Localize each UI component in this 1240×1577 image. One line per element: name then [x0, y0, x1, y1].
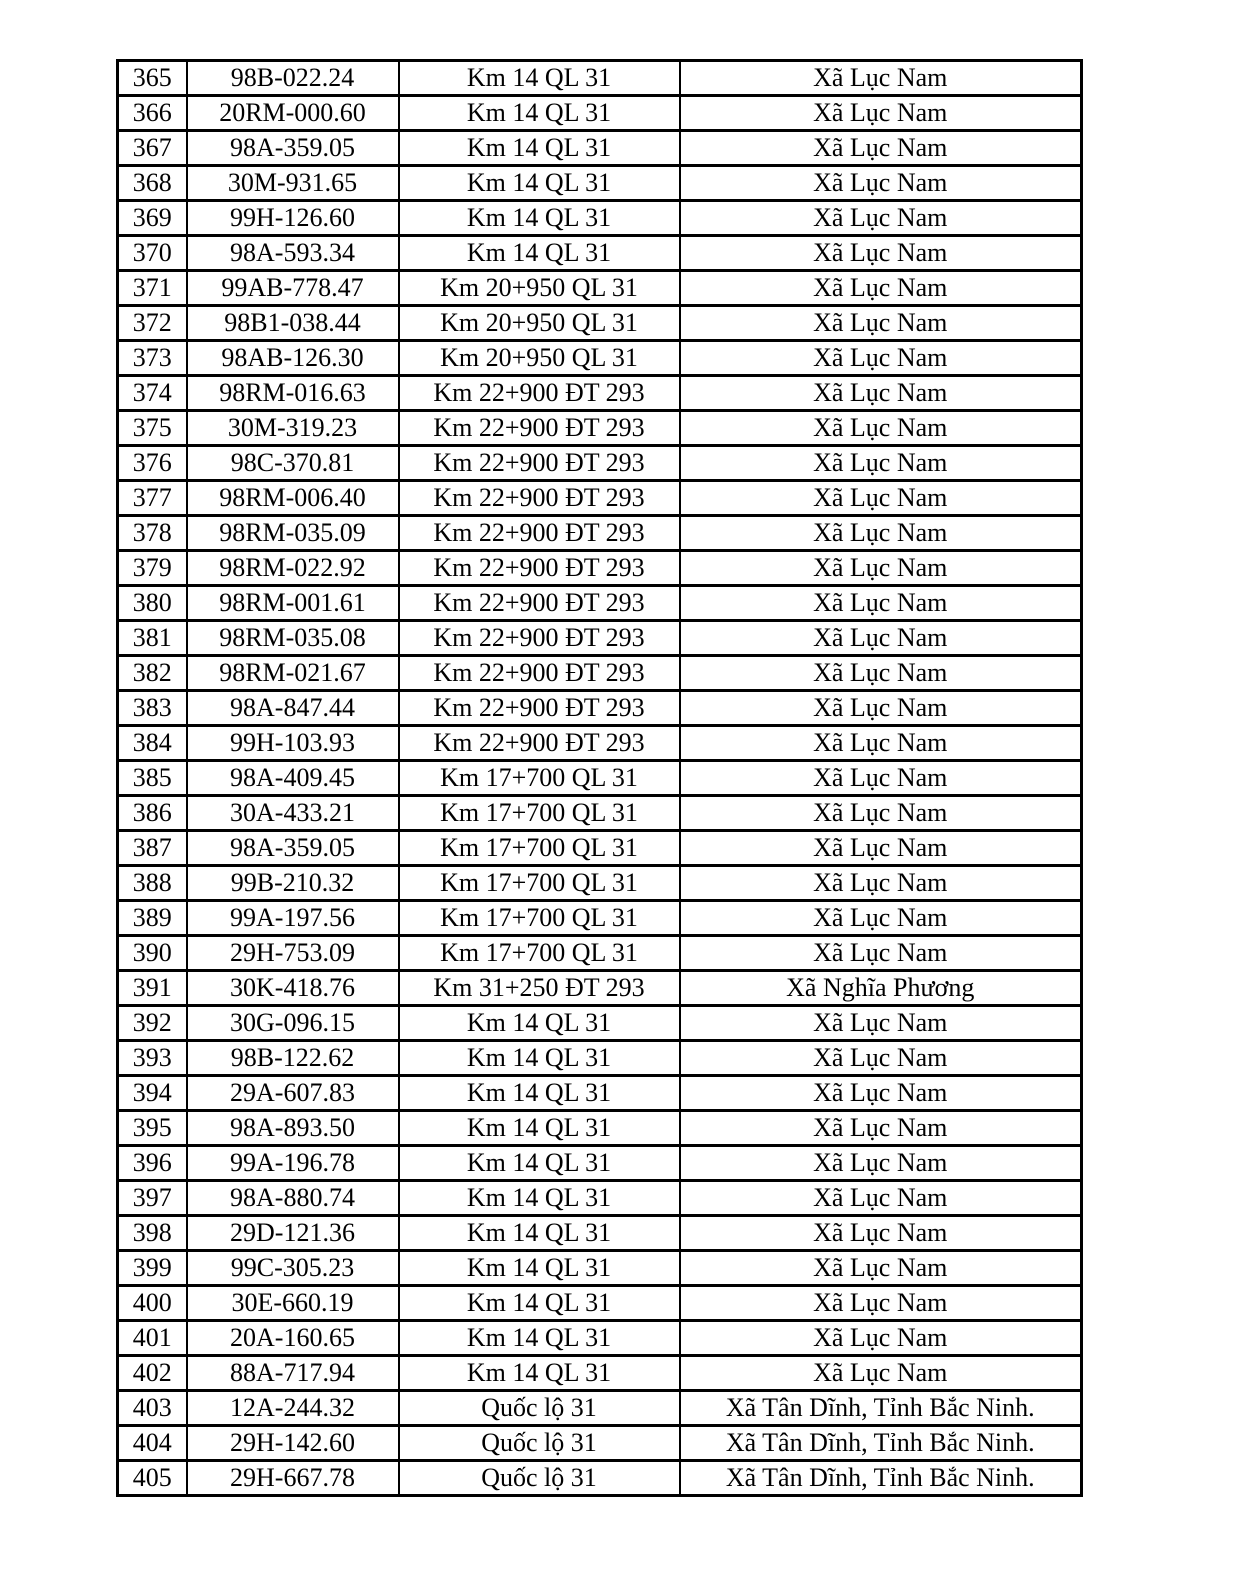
table-row	[118, 61, 1082, 96]
cell-location: Km 17+700 QL 31	[399, 761, 680, 796]
table-row	[118, 411, 1082, 446]
cell-plate: 20A-160.65	[187, 1321, 399, 1356]
cell-commune: Xã Lục Nam	[680, 481, 1082, 516]
cell-index: 399	[118, 1251, 187, 1286]
cell-location: Km 22+900 ĐT 293	[399, 586, 680, 621]
table-row	[118, 656, 1082, 691]
cell-location: Quốc lộ 31	[399, 1391, 680, 1426]
cell-location: Km 14 QL 31	[399, 1041, 680, 1076]
cell-location: Km 14 QL 31	[399, 131, 680, 166]
vehicle-list-table-container	[116, 59, 1083, 1497]
table-row	[118, 691, 1082, 726]
cell-commune: Xã Lục Nam	[680, 166, 1082, 201]
cell-index: 377	[118, 481, 187, 516]
table-row	[118, 1111, 1082, 1146]
cell-commune: Xã Lục Nam	[680, 551, 1082, 586]
cell-location: Km 20+950 QL 31	[399, 306, 680, 341]
cell-plate: 29A-607.83	[187, 1076, 399, 1111]
cell-location: Km 14 QL 31	[399, 1286, 680, 1321]
cell-plate: 98A-409.45	[187, 761, 399, 796]
cell-commune: Xã Lục Nam	[680, 131, 1082, 166]
table-row	[118, 131, 1082, 166]
cell-index: 381	[118, 621, 187, 656]
cell-plate: 98A-593.34	[187, 236, 399, 271]
cell-index: 382	[118, 656, 187, 691]
cell-index: 375	[118, 411, 187, 446]
table-row	[118, 796, 1082, 831]
cell-location: Km 20+950 QL 31	[399, 341, 680, 376]
cell-location: Km 14 QL 31	[399, 1076, 680, 1111]
cell-commune: Xã Lục Nam	[680, 201, 1082, 236]
cell-commune: Xã Lục Nam	[680, 936, 1082, 971]
cell-commune: Xã Lục Nam	[680, 1251, 1082, 1286]
table-row	[118, 1146, 1082, 1181]
cell-location: Km 22+900 ĐT 293	[399, 376, 680, 411]
cell-index: 380	[118, 586, 187, 621]
cell-plate: 98A-893.50	[187, 1111, 399, 1146]
cell-location: Quốc lộ 31	[399, 1426, 680, 1461]
cell-plate: 98RM-001.61	[187, 586, 399, 621]
cell-location: Km 22+900 ĐT 293	[399, 726, 680, 761]
table-row	[118, 586, 1082, 621]
cell-location: Km 22+900 ĐT 293	[399, 481, 680, 516]
table-row	[118, 166, 1082, 201]
cell-index: 398	[118, 1216, 187, 1251]
cell-index: 403	[118, 1391, 187, 1426]
cell-index: 365	[118, 61, 187, 96]
cell-commune: Xã Lục Nam	[680, 1006, 1082, 1041]
cell-commune: Xã Lục Nam	[680, 761, 1082, 796]
cell-index: 372	[118, 306, 187, 341]
cell-plate: 29H-142.60	[187, 1426, 399, 1461]
cell-commune: Xã Lục Nam	[680, 341, 1082, 376]
cell-commune: Xã Lục Nam	[680, 1076, 1082, 1111]
cell-index: 385	[118, 761, 187, 796]
cell-commune: Xã Lục Nam	[680, 796, 1082, 831]
cell-plate: 98RM-006.40	[187, 481, 399, 516]
cell-location: Km 14 QL 31	[399, 1356, 680, 1391]
cell-index: 394	[118, 1076, 187, 1111]
cell-plate: 99A-197.56	[187, 901, 399, 936]
cell-commune: Xã Lục Nam	[680, 1321, 1082, 1356]
cell-plate: 12A-244.32	[187, 1391, 399, 1426]
cell-location: Km 17+700 QL 31	[399, 936, 680, 971]
cell-location: Km 14 QL 31	[399, 1216, 680, 1251]
cell-index: 370	[118, 236, 187, 271]
cell-commune: Xã Lục Nam	[680, 1041, 1082, 1076]
cell-index: 383	[118, 691, 187, 726]
cell-plate: 99A-196.78	[187, 1146, 399, 1181]
cell-commune: Xã Lục Nam	[680, 1286, 1082, 1321]
cell-commune: Xã Lục Nam	[680, 411, 1082, 446]
table-row	[118, 1461, 1082, 1496]
cell-plate: 98C-370.81	[187, 446, 399, 481]
table-row	[118, 1321, 1082, 1356]
cell-index: 390	[118, 936, 187, 971]
table-row	[118, 936, 1082, 971]
cell-plate: 30G-096.15	[187, 1006, 399, 1041]
cell-location: Km 22+900 ĐT 293	[399, 656, 680, 691]
cell-location: Km 22+900 ĐT 293	[399, 516, 680, 551]
cell-commune: Xã Nghĩa Phương	[680, 971, 1082, 1006]
cell-location: Quốc lộ 31	[399, 1461, 680, 1496]
cell-plate: 99H-103.93	[187, 726, 399, 761]
cell-location: Km 20+950 QL 31	[399, 271, 680, 306]
cell-commune: Xã Lục Nam	[680, 376, 1082, 411]
table-row	[118, 971, 1082, 1006]
table-row	[118, 516, 1082, 551]
cell-commune: Xã Lục Nam	[680, 1216, 1082, 1251]
cell-index: 393	[118, 1041, 187, 1076]
table-row	[118, 621, 1082, 656]
cell-index: 388	[118, 866, 187, 901]
table-row	[118, 201, 1082, 236]
cell-commune: Xã Lục Nam	[680, 61, 1082, 96]
cell-index: 404	[118, 1426, 187, 1461]
cell-index: 374	[118, 376, 187, 411]
table-row	[118, 551, 1082, 586]
cell-commune: Xã Lục Nam	[680, 516, 1082, 551]
cell-plate: 20RM-000.60	[187, 96, 399, 131]
cell-location: Km 14 QL 31	[399, 1111, 680, 1146]
table-row	[118, 1356, 1082, 1391]
cell-plate: 99AB-778.47	[187, 271, 399, 306]
table-row	[118, 1391, 1082, 1426]
cell-commune: Xã Lục Nam	[680, 621, 1082, 656]
table-row	[118, 376, 1082, 411]
cell-index: 376	[118, 446, 187, 481]
cell-plate: 30K-418.76	[187, 971, 399, 1006]
cell-plate: 98RM-022.92	[187, 551, 399, 586]
table-body	[118, 61, 1082, 1496]
cell-index: 405	[118, 1461, 187, 1496]
cell-commune: Xã Lục Nam	[680, 271, 1082, 306]
cell-plate: 98RM-035.09	[187, 516, 399, 551]
cell-commune: Xã Lục Nam	[680, 866, 1082, 901]
cell-commune: Xã Lục Nam	[680, 726, 1082, 761]
cell-index: 368	[118, 166, 187, 201]
cell-plate: 99B-210.32	[187, 866, 399, 901]
cell-plate: 30M-931.65	[187, 166, 399, 201]
cell-location: Km 14 QL 31	[399, 1181, 680, 1216]
cell-plate: 98RM-021.67	[187, 656, 399, 691]
cell-plate: 98B-122.62	[187, 1041, 399, 1076]
cell-location: Km 22+900 ĐT 293	[399, 411, 680, 446]
table-row	[118, 726, 1082, 761]
table-row	[118, 481, 1082, 516]
cell-index: 384	[118, 726, 187, 761]
cell-commune: Xã Tân Dĩnh, Tỉnh Bắc Ninh.	[680, 1426, 1082, 1461]
cell-index: 397	[118, 1181, 187, 1216]
table-row	[118, 306, 1082, 341]
cell-plate: 98RM-035.08	[187, 621, 399, 656]
cell-location: Km 17+700 QL 31	[399, 796, 680, 831]
table-row	[118, 901, 1082, 936]
cell-plate: 98A-359.05	[187, 131, 399, 166]
cell-location: Km 22+900 ĐT 293	[399, 551, 680, 586]
cell-plate: 99H-126.60	[187, 201, 399, 236]
cell-location: Km 14 QL 31	[399, 96, 680, 131]
cell-commune: Xã Lục Nam	[680, 96, 1082, 131]
cell-commune: Xã Lục Nam	[680, 1356, 1082, 1391]
cell-location: Km 14 QL 31	[399, 1321, 680, 1356]
cell-index: 386	[118, 796, 187, 831]
cell-plate: 98B-022.24	[187, 61, 399, 96]
cell-commune: Xã Lục Nam	[680, 446, 1082, 481]
cell-commune: Xã Tân Dĩnh, Tỉnh Bắc Ninh.	[680, 1391, 1082, 1426]
cell-plate: 29H-667.78	[187, 1461, 399, 1496]
vehicle-list-table	[116, 59, 1083, 1497]
cell-commune: Xã Lục Nam	[680, 831, 1082, 866]
cell-index: 392	[118, 1006, 187, 1041]
cell-plate: 30A-433.21	[187, 796, 399, 831]
cell-index: 366	[118, 96, 187, 131]
table-row	[118, 1076, 1082, 1111]
cell-commune: Xã Lục Nam	[680, 1146, 1082, 1181]
cell-commune: Xã Lục Nam	[680, 901, 1082, 936]
cell-plate: 30E-660.19	[187, 1286, 399, 1321]
cell-index: 371	[118, 271, 187, 306]
table-row	[118, 236, 1082, 271]
table-row	[118, 1181, 1082, 1216]
cell-plate: 98A-847.44	[187, 691, 399, 726]
cell-plate: 98A-359.05	[187, 831, 399, 866]
cell-location: Km 14 QL 31	[399, 1251, 680, 1286]
cell-index: 389	[118, 901, 187, 936]
cell-location: Km 22+900 ĐT 293	[399, 691, 680, 726]
cell-plate: 98B1-038.44	[187, 306, 399, 341]
cell-index: 369	[118, 201, 187, 236]
cell-index: 396	[118, 1146, 187, 1181]
cell-plate: 98RM-016.63	[187, 376, 399, 411]
table-row	[118, 1041, 1082, 1076]
cell-commune: Xã Lục Nam	[680, 586, 1082, 621]
cell-location: Km 14 QL 31	[399, 1006, 680, 1041]
cell-index: 391	[118, 971, 187, 1006]
table-row	[118, 1286, 1082, 1321]
cell-location: Km 22+900 ĐT 293	[399, 621, 680, 656]
cell-commune: Xã Lục Nam	[680, 1111, 1082, 1146]
cell-location: Km 17+700 QL 31	[399, 831, 680, 866]
table-row	[118, 96, 1082, 131]
table-row	[118, 446, 1082, 481]
cell-commune: Xã Tân Dĩnh, Tỉnh Bắc Ninh.	[680, 1461, 1082, 1496]
cell-location: Km 31+250 ĐT 293	[399, 971, 680, 1006]
cell-location: Km 14 QL 31	[399, 166, 680, 201]
table-row	[118, 831, 1082, 866]
cell-commune: Xã Lục Nam	[680, 656, 1082, 691]
cell-plate: 30M-319.23	[187, 411, 399, 446]
cell-plate: 98AB-126.30	[187, 341, 399, 376]
table-row	[118, 761, 1082, 796]
cell-commune: Xã Lục Nam	[680, 236, 1082, 271]
cell-index: 373	[118, 341, 187, 376]
cell-commune: Xã Lục Nam	[680, 1181, 1082, 1216]
cell-index: 379	[118, 551, 187, 586]
cell-location: Km 22+900 ĐT 293	[399, 446, 680, 481]
table-row	[118, 271, 1082, 306]
cell-index: 402	[118, 1356, 187, 1391]
cell-commune: Xã Lục Nam	[680, 306, 1082, 341]
table-row	[118, 341, 1082, 376]
cell-index: 367	[118, 131, 187, 166]
table-row	[118, 1006, 1082, 1041]
cell-plate: 29H-753.09	[187, 936, 399, 971]
table-row	[118, 1216, 1082, 1251]
cell-location: Km 14 QL 31	[399, 61, 680, 96]
cell-index: 400	[118, 1286, 187, 1321]
cell-location: Km 14 QL 31	[399, 236, 680, 271]
cell-location: Km 14 QL 31	[399, 201, 680, 236]
cell-index: 401	[118, 1321, 187, 1356]
cell-location: Km 17+700 QL 31	[399, 901, 680, 936]
cell-index: 387	[118, 831, 187, 866]
cell-index: 395	[118, 1111, 187, 1146]
cell-plate: 29D-121.36	[187, 1216, 399, 1251]
cell-location: Km 14 QL 31	[399, 1146, 680, 1181]
cell-plate: 99C-305.23	[187, 1251, 399, 1286]
table-row	[118, 1251, 1082, 1286]
cell-location: Km 17+700 QL 31	[399, 866, 680, 901]
cell-index: 378	[118, 516, 187, 551]
cell-plate: 88A-717.94	[187, 1356, 399, 1391]
cell-commune: Xã Lục Nam	[680, 691, 1082, 726]
table-row	[118, 866, 1082, 901]
table-row	[118, 1426, 1082, 1461]
cell-plate: 98A-880.74	[187, 1181, 399, 1216]
